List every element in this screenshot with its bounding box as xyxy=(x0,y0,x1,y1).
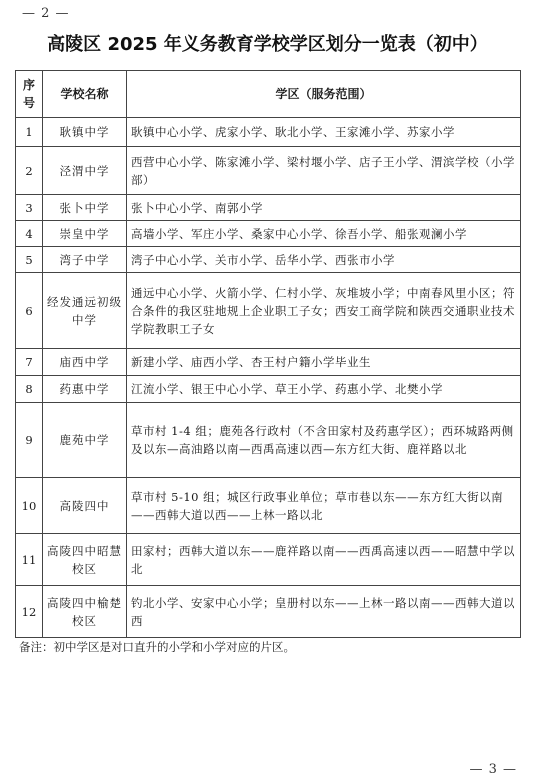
row-number: 9 xyxy=(16,403,43,478)
table-row xyxy=(16,349,521,376)
page-number-top: — 2 — xyxy=(22,6,70,21)
school-name: 高陵四中 xyxy=(43,478,127,534)
service-range: 钓北小学、安家中心小学；皇册村以东——上林一路以南——西韩大道以西 xyxy=(127,586,521,638)
table-row xyxy=(16,221,521,247)
school-name: 湾子中学 xyxy=(43,247,127,273)
table-row xyxy=(16,247,521,273)
table-header-row xyxy=(16,71,521,118)
service-range: 高墙小学、军庄小学、桑家中心小学、徐吾小学、船张观澜小学 xyxy=(127,221,521,247)
school-name: 崇皇中学 xyxy=(43,221,127,247)
row-number: 5 xyxy=(16,247,43,273)
table-row xyxy=(16,478,521,534)
header-service-range: 学区（服务范围） xyxy=(127,71,521,118)
service-range: 张卜中心小学、南郭小学 xyxy=(127,195,521,221)
header-number: 序号 xyxy=(16,71,43,118)
row-number: 6 xyxy=(16,273,43,349)
service-range: 西营中心小学、陈家滩小学、梁村堰小学、店子王小学、渭滨学校（小学部） xyxy=(127,147,521,195)
page-title: 高陵区 2025 年义务教育学校学区划分一览表（初中） xyxy=(47,34,488,55)
page-number-bottom: — 3 — xyxy=(469,762,517,777)
header-school-name: 学校名称 xyxy=(43,71,127,118)
row-number: 2 xyxy=(16,147,43,195)
row-number: 3 xyxy=(16,195,43,221)
table-row xyxy=(16,586,521,638)
row-number: 7 xyxy=(16,349,43,376)
row-number: 1 xyxy=(16,118,43,147)
row-number: 12 xyxy=(16,586,43,638)
school-district-table xyxy=(15,70,521,638)
service-range: 草市村 1-4 组；鹿苑各行政村（不含田家村及药惠学区）；西环城路两侧及以东—高油路以南—西禹高速以西—东方红大街、鹿祥路以北 xyxy=(127,403,521,478)
school-name: 高陵四中昭慧校区 xyxy=(43,534,127,586)
school-name: 庙西中学 xyxy=(43,349,127,376)
table-row xyxy=(16,195,521,221)
table-row xyxy=(16,534,521,586)
school-name: 耿镇中学 xyxy=(43,118,127,147)
table-row xyxy=(16,273,521,349)
service-range: 草市村 5-10 组；城区行政事业单位；草市巷以东——东方红大街以南——西韩大道以西——上林一路以北 xyxy=(127,478,521,534)
school-name: 药惠中学 xyxy=(43,376,127,403)
service-range: 耿镇中心小学、虎家小学、耿北小学、王家滩小学、苏家小学 xyxy=(127,118,521,147)
school-name: 高陵四中榆楚校区 xyxy=(43,586,127,638)
row-number: 11 xyxy=(16,534,43,586)
table-row xyxy=(16,118,521,147)
row-number: 4 xyxy=(16,221,43,247)
school-name: 经发通远初级中学 xyxy=(43,273,127,349)
school-name: 张卜中学 xyxy=(43,195,127,221)
row-number: 10 xyxy=(16,478,43,534)
table-row xyxy=(16,147,521,195)
service-range: 湾子中心小学、关市小学、岳华小学、西张市小学 xyxy=(127,247,521,273)
table-note: 备注：初中学区是对口直升的小学和小学对应的片区。 xyxy=(19,640,295,654)
service-range: 江流小学、银王中心小学、草王小学、药惠小学、北樊小学 xyxy=(127,376,521,403)
service-range: 通远中心小学、火箭小学、仁村小学、灰堆坡小学；中南春风里小区；符合条件的我区驻地规上企业职工子女；西安工商学院和陕西交通职业技术学院教职工子女 xyxy=(127,273,521,349)
table-row xyxy=(16,376,521,403)
school-name: 泾渭中学 xyxy=(43,147,127,195)
table-row xyxy=(16,403,521,478)
service-range: 田家村；西韩大道以东——鹿祥路以南——西禹高速以西——昭慧中学以北 xyxy=(127,534,521,586)
school-name: 鹿苑中学 xyxy=(43,403,127,478)
service-range: 新建小学、庙西小学、杏王村户籍小学毕业生 xyxy=(127,349,521,376)
row-number: 8 xyxy=(16,376,43,403)
